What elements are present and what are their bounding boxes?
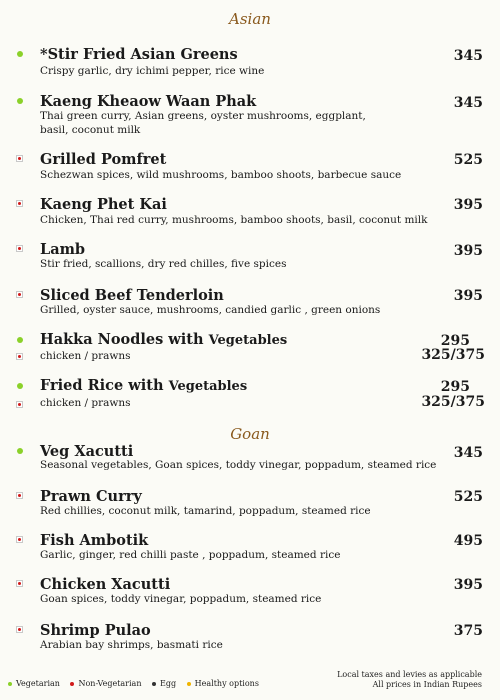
item-price: 345 [453,95,483,111]
item-name: Grilled Pomfret [40,151,167,168]
item-name: Prawn Curry [40,488,142,505]
item-name: Sliced Beef Tenderloin [40,287,224,304]
item-price: 345 [453,445,483,461]
legend-non-vegetarian [70,679,141,688]
non-vegetarian-icon [16,580,23,587]
section-title-goan: Goan [230,425,270,443]
item-name: Veg Xacutti [40,443,134,460]
vegetarian-icon [8,682,12,686]
vegetarian-icon [17,383,23,389]
item-price: 395 [453,243,483,259]
item-price: 395 [453,577,483,593]
non-vegetarian-icon [16,492,23,499]
item-description: Red chillies, coconut milk, tamarind, poppadum, steamed rice [40,505,371,517]
item-name-main: Fried Rice with [40,377,164,394]
non-vegetarian-icon [16,245,23,252]
non-vegetarian-icon [16,401,23,408]
non-vegetarian-icon [16,155,23,162]
non-vegetarian-icon [70,682,74,686]
egg-icon [152,682,156,686]
item-name: Shrimp Pulao [40,622,151,639]
item-name [40,377,247,394]
item-name-suffix: Vegetables [168,379,248,394]
item-description: Grilled, oyster sauce, mushrooms, candied garlic , green onions [40,304,381,316]
item-name: Chicken Xacutti [40,576,171,593]
currency-note: All prices in Indian Rupees [372,680,482,689]
item-description: Seasonal vegetables, Goan spices, toddy vinegar, poppadum, steamed rice [40,459,437,471]
item-description: Chicken, Thai red curry, mushrooms, bamboo shoots, basil, coconut milk [40,214,428,226]
item-price: 295 [440,379,470,395]
item-sub-price: 325/375 [421,394,485,410]
item-description: Stir fried, scallions, dry red chilles, five spices [40,258,287,270]
item-price: 345 [453,48,483,64]
vegetarian-icon [17,98,23,104]
non-vegetarian-icon [16,626,23,633]
item-price: 495 [453,533,483,549]
item-price: 375 [453,623,483,639]
item-sub-option: chicken / prawns [40,397,131,409]
item-description: Goan spices, toddy vinegar, poppadum, steamed rice [40,593,322,605]
vegetarian-icon [17,448,23,454]
item-price: 395 [453,288,483,304]
legend-vegetarian [8,679,60,688]
vegetarian-icon [17,51,23,57]
item-name: Lamb [40,241,86,258]
item-name-main: Hakka Noodles with [40,331,204,348]
healthy-icon [187,682,191,686]
item-name: *Stir Fried Asian Greens [40,46,238,63]
item-name: Fish Ambotik [40,532,149,549]
price-note [337,670,482,690]
legend-label: Healthy options [194,679,259,688]
vegetarian-icon [17,337,23,343]
legend-label: Vegetarian [16,679,60,688]
item-sub-price: 325/375 [421,347,485,363]
item-description: Crispy garlic, dry ichimi pepper, rice wine [40,65,265,77]
item-name: Kaeng Kheaow Waan Phak [40,93,257,110]
non-vegetarian-icon [16,200,23,207]
non-vegetarian-icon [16,291,23,298]
item-name: Kaeng Phet Kai [40,196,167,213]
legend-egg [152,679,176,688]
item-name-suffix: Vegetables [208,333,288,348]
non-vegetarian-icon [16,353,23,360]
item-description: Arabian bay shrimps, basmati rice [40,639,223,651]
legend [8,679,267,688]
item-description: Schezwan spices, wild mushrooms, bamboo shoots, barbecue sauce [40,169,402,181]
tax-note: Local taxes and levies as applicable [337,670,482,679]
item-price: 295 [440,333,470,349]
legend-label: Non-Vegetarian [78,679,142,688]
legend-label: Egg [160,679,177,688]
non-vegetarian-icon [16,536,23,543]
item-sub-option: chicken / prawns [40,350,131,362]
item-price: 525 [453,152,483,168]
section-title-asian: Asian [229,10,271,28]
item-description: Thai green curry, Asian greens, oyster mushrooms, eggplant, basil, coconut milk [40,110,366,136]
item-description: Garlic, ginger, red chilli paste , poppadum, steamed rice [40,549,341,561]
item-name [40,331,287,348]
item-price: 395 [453,197,483,213]
item-price: 525 [453,489,483,505]
legend-healthy [187,679,259,688]
